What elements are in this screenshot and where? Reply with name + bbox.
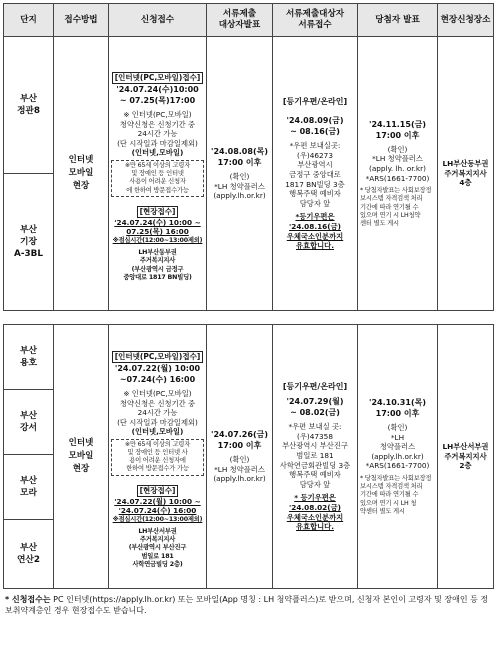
group2-announce-where: (확인) *LH 청약플러스 (apply.lh.or.kr) xyxy=(213,455,266,484)
group2-winner-note: * 당첨자발표는 사회보장정 보시스템 자격검색 처리 기간에 따라 연기될 수 있으며 연기 시 LH 청 약센터 별도 게시 xyxy=(360,474,432,515)
group2-docs-addr: *우편 보내실 곳: (우)47358 부산광역시 부산진구 범일로 181 사학연금회관빌딩 3층 행복주택 예비자 담당자 앞 xyxy=(279,422,351,489)
group2-announce-cell xyxy=(207,325,273,589)
header-site: 현장신청장소 xyxy=(438,4,494,37)
header-apply: 신청접수 xyxy=(109,4,207,37)
region-gijang-a3bl: 부산 기장 A-3BL xyxy=(4,174,54,311)
group1-winner-date: '24.11.15(금) 17:00 이후 xyxy=(369,119,426,140)
group-separator xyxy=(4,311,494,325)
group1-docs-stamp: *등기우편은 '24.08.16(금) 우체국소인분까지 유효합니다. xyxy=(286,212,344,251)
region-jeonggwan8: 부산 정관8 xyxy=(4,37,54,174)
header-method: 접수방법 xyxy=(54,4,109,37)
region-mora: 부산 모라 xyxy=(4,455,54,520)
group2-online-title: [인터넷(PC,모바일)접수] xyxy=(112,351,204,363)
group1-apply-cell xyxy=(109,37,207,311)
header-winner: 당첨자 발표 xyxy=(358,4,438,37)
group1-announce-date: '24.08.08(목) 17:00 이후 xyxy=(211,147,268,168)
group1-online-title: [인터넷(PC,모바일)접수] xyxy=(112,72,204,84)
group2-row1 xyxy=(4,325,494,390)
group2-online-tail: (인터넷,모바일) xyxy=(131,427,184,437)
group2-online-note: ※ 인터넷(PC,모바일) 청약신청은 신청기간 중 24시간 가능 (단 시작일과 마감일제외) xyxy=(117,388,198,427)
schedule-table xyxy=(3,3,494,589)
group1-lunch: ※점심시간(12:00~13:00제외) xyxy=(112,236,203,244)
group1-row1 xyxy=(4,37,494,174)
group2-announce-date: '24.07.26(금) 17:00 이후 xyxy=(211,430,268,451)
group1-online-tail: (인터넷,모바일) xyxy=(131,148,184,158)
group2-place: LH부산서부권 주거복지지사 (부산광역시 부산진구 범일로 181 사학연금빌딩 2층) xyxy=(128,528,187,568)
group1-online-note: ※ 인터넷(PC,모바일) 청약신청은 신청기간 중 24시간 가능 (단 시작일과 마감일제외) xyxy=(117,110,198,148)
group1-announce-where: (확인) *LH 청약플러스 (apply.lh.or.kr) xyxy=(213,172,266,201)
region-gangseo: 부산 강서 xyxy=(4,390,54,455)
group1-place: LH부산동부권 주거복지지사 (부산광역시 금정구 중앙대로 1817 BN빌딩) xyxy=(123,249,192,281)
group2-apply-cell xyxy=(109,325,207,589)
header-docs: 서류제출대상자 서류접수 xyxy=(273,4,358,37)
footnote-label: * 신청접수는 xyxy=(5,595,51,604)
group1-onsite-title: [현장접수] xyxy=(137,206,179,218)
footnote-text: PC 인터넷(https://apply.lh.or.kr) 또는 모바일(App 명칭 : LH 청약플러스)로 받으며, 신청자 본인이 고령자 및 장애인 등 정보취약계층인 경우 현장접수도 받습니다. xyxy=(5,595,489,615)
header-complex: 단지 xyxy=(4,4,54,37)
group2-site: LH부산서부권 주거복지지사 2층 xyxy=(438,325,494,589)
group2-docs-stamp: * 등기우편은 '24.08.02(금) 우체국소인분까지 유효합니다. xyxy=(286,493,344,532)
region-yeonsan2: 부산 연산2 xyxy=(4,520,54,589)
header-row xyxy=(4,4,494,37)
group2-winner-where: (확인) *LH 청약플러스 (apply.lh.or.kr) *ARS(1661-7700) xyxy=(365,423,430,471)
group1-docs-title: [등기우편/온라인] xyxy=(282,97,348,107)
group2-onsite-title: [현장접수] xyxy=(137,485,179,497)
group1-onsite-period: '24.07.24(수) 10:00 ~ 07.25(목) 16:00 xyxy=(114,217,201,237)
region-yongho: 부산 용호 xyxy=(4,325,54,390)
header-announce: 서류제출 대상자발표 xyxy=(207,4,273,37)
group1-method: 인터넷 모바일 현장 xyxy=(54,37,109,311)
group2-onsite-period: '24.07.22(월) 10:00 ~ '24.07.24(수) 16:00 xyxy=(114,496,201,516)
group2-winner-cell xyxy=(358,325,438,589)
group2-method: 인터넷 모바일 현장 xyxy=(54,325,109,589)
footnote xyxy=(3,594,495,616)
group1-docs-addr: *우편 보내실곳: (우)46273 부산광역시 금정구 중앙대로 1817 BN빌딩 3층 행복주택 예비자 담당자 앞 xyxy=(285,141,345,208)
group1-docs-cell xyxy=(273,37,358,311)
group2-docs-period: '24.07.29(월) ~ 08.02(금) xyxy=(286,397,344,418)
group1-winner-cell xyxy=(358,37,438,311)
group1-elderly-note: ※만 65세 이상의 고령자 및 장애인 등 인터넷 사용이 어려운 신청자 에 한하여 방문접수가능 xyxy=(111,160,204,197)
group2-winner-date: '24.10.31(목) 17:00 이후 xyxy=(369,398,426,418)
group1-winner-note: * 당첨자발표는 사회보장정 보시스템 자격검색 처리 기간에 따라 연기될 수 있으며 연기 시 LH청약 센터 별도 게시 xyxy=(360,187,432,227)
group1-site: LH부산동부권 주거복지지사 4층 xyxy=(438,37,494,311)
group2-lunch: ※점심시간(12:00~13:00제외) xyxy=(112,515,203,523)
group2-online-period: '24.07.22(월) 10:00 ~07.24(수) 16:00 xyxy=(114,363,201,384)
group2-elderly-note: ※만 65세 이상의 고령자 및 장애인 등 인터넷 사 용이 어려운 신청자에 한하여 방문접수가 가능 xyxy=(111,439,204,476)
group1-online-period: '24.07.24(수)10:00 ~ 07.25(목)17:00 xyxy=(116,85,199,105)
group2-docs-cell xyxy=(273,325,358,589)
group1-announce-cell xyxy=(207,37,273,311)
schedule-document xyxy=(3,3,495,616)
group2-docs-title: [등기우편/온라인] xyxy=(282,382,348,392)
group1-winner-where: (확인) *LH 청약플러스 (apply. lh. or.kr) *ARS(1661-7700) xyxy=(365,144,430,183)
group1-docs-period: '24.08.09(금) ~ 08.16(금) xyxy=(286,116,344,137)
